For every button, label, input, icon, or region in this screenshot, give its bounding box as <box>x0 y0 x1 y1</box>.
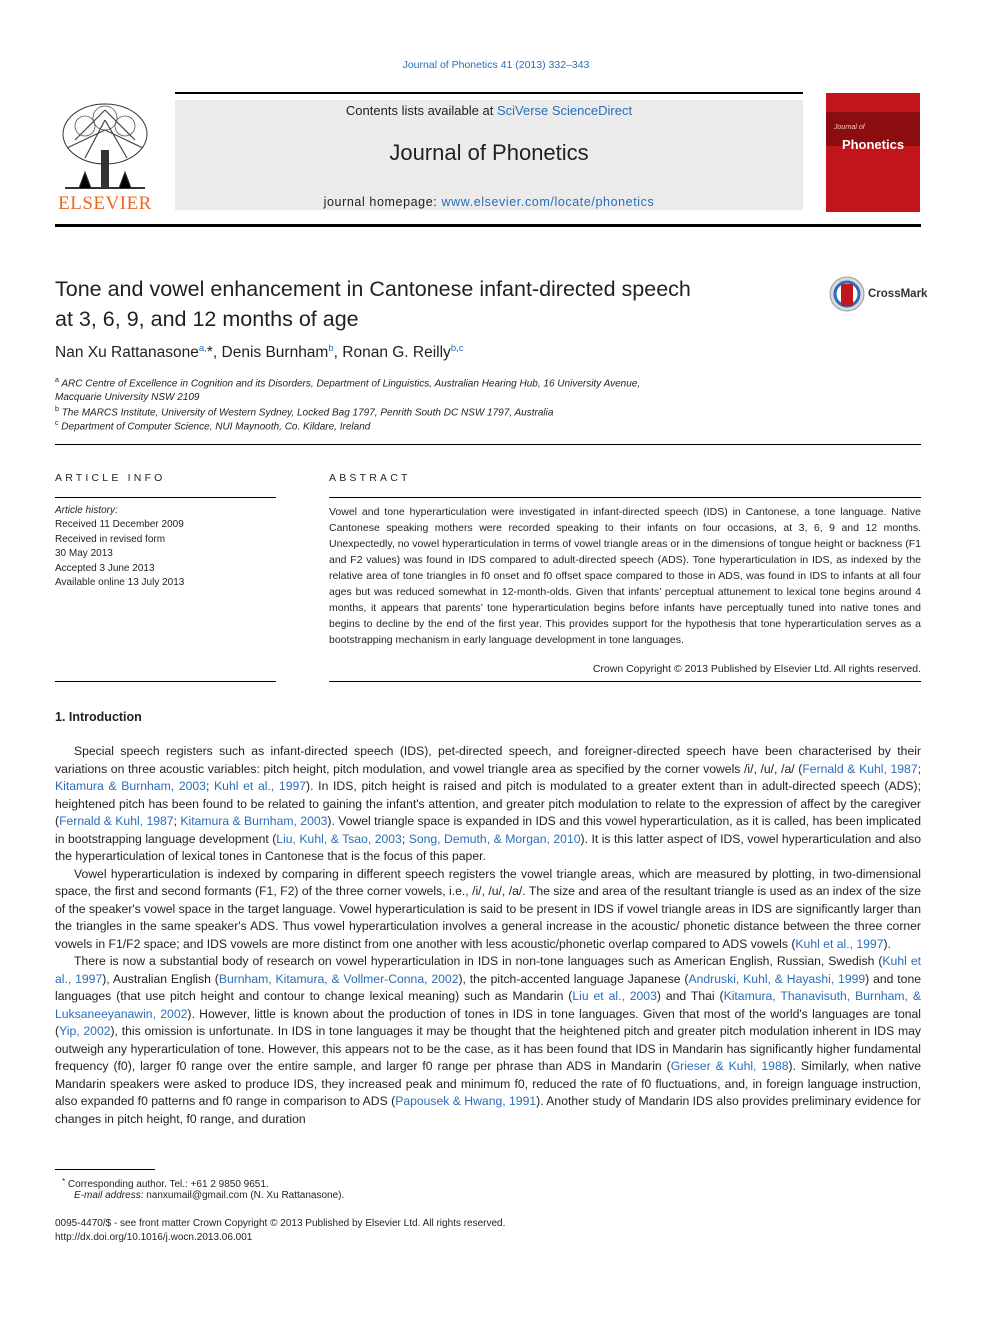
cover-small-text: Journal of <box>834 124 865 131</box>
paragraph-text: ) and tone languages (that use pitch height and contour to change lexical meaning) such as Mandarin ( <box>55 971 921 1003</box>
history-item: Available online 13 July 2013 <box>55 577 185 589</box>
section-heading-introduction: 1. Introduction <box>55 710 142 724</box>
author-affiliation-marker[interactable]: b,c <box>450 343 464 354</box>
contents-prefix: Contents lists available at <box>345 103 497 118</box>
paragraph-text: ) and Thai ( <box>656 989 724 1003</box>
paragraph-text: Vowel hyperarticulation is indexed by comparing in different speech registers the vowel triangle areas, which are measured by plotting, in two-dimensional space, the first and second formants (F1, F2) of the three corner vowels, i.e., /i/, /u/, /a/. The size and area of the resultant triangle is used as an index of the size of the speaker's vowel space in the target language. Vowel hyperarticulation is said to be present in IDS if vowel triangle areas in IDS are significantly larger than the triangles in the same speaker's ADS. Thus vowel hyperarticulation involves a general increase in the acoustic/ phonetic distance between the three corner vowels in F1/F2 space; and IDS vowels are more distinct from one another with less acoustic/phonetic overlap compared to ADS vowels ( <box>55 866 921 951</box>
paragraph-text: Special speech registers such as infant-directed speech (IDS), pet-directed speech, and foreigner-directed speech have been characterised by their variations on three acoustic variables: pitch height, pitch modulation, and vowel triangle area as specified by the corner vowels /i/, /u/, /a/ ( <box>55 744 921 776</box>
paragraph-text: ). In IDS, pitch height is raised and pitch is modulated to a greater extent than in adult-directed speech (ADS); heightened pitch has been found to be related to gaining the infant's attention, and greater pitch modulation to relate to the expression of affect by the caregiver ( <box>55 779 921 828</box>
paragraph-text: There is now a substantial body of research on vowel hyperarticulation in IDS in non-tone languages such as American English, Russian, Swedish ( <box>74 954 883 968</box>
corresponding-author-marker[interactable]: * <box>206 344 213 361</box>
author-affiliation-marker[interactable]: b <box>328 343 334 354</box>
sciencedirect-link[interactable]: SciVerse ScienceDirect <box>496 103 633 118</box>
article-info-heading: ARTICLE INFO <box>55 472 166 484</box>
affiliation-a <box>55 374 640 405</box>
paragraph-3 <box>55 953 921 1128</box>
crossmark-label[interactable]: CrossMark <box>868 288 928 300</box>
citation-link[interactable]: Andruski, Kuhl, & Hayashi, 1999 <box>688 971 866 986</box>
article-title <box>55 274 775 334</box>
cover-title: Phonetics <box>841 137 905 152</box>
elsevier-logo-text: ELSEVIER <box>58 193 152 214</box>
history-label: Article history: <box>55 505 118 516</box>
abstract-bottom-rule <box>329 681 921 682</box>
crossmark-icon[interactable] <box>829 276 865 312</box>
citation-link[interactable]: Kuhl et al., 1997 <box>795 936 884 951</box>
article-title-line-1: Tone and vowel enhancement in Cantonese infant-directed speech <box>55 277 691 301</box>
affiliation-c <box>55 417 370 434</box>
affiliation-text: The MARCS Institute, University of Western Sydney, Locked Bag 1797, Penrith South DC NSW 1797, Australia <box>61 407 554 419</box>
citation-link[interactable]: Kitamura & Burnham, 2003 <box>55 779 206 793</box>
history-item: Received 11 December 2009 <box>55 519 184 531</box>
citation-link[interactable]: Fernald & Kuhl, 1987 <box>802 761 918 776</box>
homepage-line <box>175 195 803 209</box>
citation-link[interactable]: Burnham, Kitamura, & Vollmer-Conna, 2002 <box>218 971 459 986</box>
history-item: 30 May 2013 <box>55 548 113 560</box>
paragraph-text: ; <box>173 814 181 828</box>
author-list: Nan Xu Rattanasone$^{a,}$*, Denis Burnham$^b$, Ronan G. Reilly$^{b,c}$ <box>55 343 464 361</box>
abstract-text: Vowel and tone hyperarticulation were investigated in infant-directed speech (IDS) in Cantonese, a tone language. Native Cantonese speaking mothers were recorded speaking to their infants on four occasions, at 3, 6, 9 and 12 months. Unexpectedly, no vowel hyperarticulation in terms of vowel triangle areas or in the dimensions of tongue height or backness (F1 and F2 values) was found in IDS compared to adult-directed speech (ADS). Tone hyperarticulation in IDS, as indexed by the relative area of tone triangles in f0 onset and f0 offset space compared to those in ADS, was found in IDS to infants at all four ages but was reduced somewhat in 12-month-olds. Given that infants’ perceptual attunement to lexical tone begins around 4 months, it appears that parents’ tone hyperarticulation begins before infants have perceptually tuned into native tones and begins to decline by the end of the first year. This provides support for the hypothesis that tone hyperarticulation serves as a bootstrapping mechanism in early language development in tone languages. <box>329 506 921 646</box>
abstract-rule <box>329 497 921 498</box>
paragraph-text: ; <box>205 779 215 793</box>
history-item: Accepted 3 June 2013 <box>55 562 155 574</box>
paragraph-text: ), the pitch-accented language Japanese ( <box>458 971 689 986</box>
citation-link[interactable]: Song, Demuth, & Morgan, 2010 <box>408 831 581 846</box>
author-name[interactable]: Ronan G. Reilly <box>342 344 451 361</box>
paragraph-text: ). However, little is known about the production of tones in IDS in tone languages. Given that most of the world's languages are tonal ( <box>55 1006 921 1038</box>
paragraph-text: ). <box>883 936 891 951</box>
paragraph-text: ; <box>401 831 409 846</box>
footnote-rule <box>55 1169 155 1170</box>
paragraph-text: ). Vowel triangle space is expanded in IDS and this vowel hyperarticulation, as it is called, has been implicated in bootstrapping language development ( <box>55 814 921 846</box>
homepage-link[interactable]: www.elsevier.com/locate/phonetics <box>441 195 655 209</box>
citation-link[interactable]: Yip, 2002 <box>59 1024 111 1038</box>
author-name[interactable]: Denis Burnham <box>221 344 329 361</box>
header-top-rule <box>175 92 803 94</box>
citation-link[interactable]: Fernald & Kuhl, 1987 <box>59 814 174 828</box>
affiliation-text: Macquarie University NSW 2109 <box>55 392 200 404</box>
header-bottom-rule <box>55 224 921 227</box>
paragraph-1 <box>55 743 921 866</box>
journal-citation[interactable]: Journal of Phonetics 41 (2013) 332–343 <box>402 59 590 71</box>
paragraph-2 <box>55 866 921 954</box>
affiliation-text: Department of Computer Science, NUI Maynooth, Co. Kildare, Ireland <box>61 421 371 433</box>
history-item: Received in revised form <box>55 533 166 545</box>
affiliation-marker: b <box>55 406 59 413</box>
paragraph-text: ). Similarly, when native Mandarin speakers were asked to produce IDS, they increased peak and minimum f0, reduced the rate of f0 fluctuations, and, in foreign language instruction, also expanded f0 patterns and f0 range in comparison to ADS ( <box>55 1059 921 1108</box>
article-info-rule <box>55 497 276 498</box>
doi-link[interactable]: http://dx.doi.org/10.1016/j.wocn.2013.06.001 <box>55 1232 253 1243</box>
article-info-bottom-rule <box>55 681 276 682</box>
author-affiliation-marker[interactable]: a, <box>198 343 207 354</box>
affiliation-marker: c <box>55 420 59 427</box>
journal-cover <box>826 93 920 212</box>
citation-link[interactable]: Kuhl et al., 1997 <box>55 954 921 986</box>
affiliation-marker: a <box>55 377 59 384</box>
affiliation-text: ARC Centre of Excellence in Cognition and its Disorders, Department of Linguistics, Australian Hearing Hub, 16 University Avenue, <box>61 378 641 390</box>
citation-link[interactable]: Liu et al., 2003 <box>572 989 657 1003</box>
issn-line: 0095-4470/$ - see front matter Crown Copyright © 2013 Published by Elsevier Ltd. All rights reserved. <box>55 1218 506 1229</box>
paragraph-text: ; <box>917 761 921 776</box>
paragraph-text: ), this omission is unfortunate. In IDS in tone languages it may be thought that the heightened pitch and greater pitch modulation inherent in IDS may outweigh any hyperarticulation of tone. However, this appears not to be the case, as it has been found that IDS in Mandarin has significantly higher fundamental frequency (f0), larger f0 range over the entire sample, and larger f0 range per phrase than ADS in Mandarin ( <box>55 1024 921 1073</box>
corresponding-text: Corresponding author. Tel.: +61 2 9850 9651. <box>67 1179 269 1190</box>
author-name[interactable]: Nan Xu Rattanasone <box>55 344 199 361</box>
citation-link[interactable]: Grieser & Kuhl, 1988 <box>670 1059 789 1073</box>
abstract-heading: ABSTRACT <box>329 472 411 484</box>
paragraph-text: ). It is this latter aspect of IDS, vowel hyperarticulation and also the hyperarticulation of lexical tones in Cantonese that is the focus of this paper. <box>55 831 921 863</box>
abstract-copyright: Crown Copyright © 2013 Published by Elsevier Ltd. All rights reserved. <box>592 663 921 675</box>
affiliation-divider <box>55 444 921 445</box>
paragraph-text: ), Australian English ( <box>102 971 219 986</box>
citation-link[interactable]: Kuhl et al., 1997 <box>214 779 307 793</box>
contents-line <box>175 103 803 118</box>
citation-link[interactable]: Papousek & Hwang, 1991 <box>395 1094 537 1108</box>
homepage-prefix: journal homepage: <box>323 195 442 209</box>
email-address[interactable]: nanxumail@gmail.com (N. Xu Rattanasone). <box>146 1190 345 1201</box>
article-history <box>55 504 285 590</box>
journal-name: Journal of Phonetics <box>389 140 589 165</box>
email-note <box>74 1189 344 1204</box>
citation-link[interactable]: Kitamura, Thanavisuth, Burnham, & Luksaneeyanawin, 2002 <box>55 989 921 1021</box>
article-title-line-2: at 3, 6, 9, and 12 months of age <box>55 307 359 331</box>
paragraph-text: ). Another study of Mandarin IDS also provides preliminary evidence for changes in pitch height, f0 range, and duration <box>55 1094 921 1126</box>
introduction-body <box>55 743 921 1128</box>
email-label: E-mail address: <box>74 1190 144 1201</box>
citation-link[interactable]: Liu, Kuhl, & Tsao, 2003 <box>276 831 402 846</box>
footnote-star: * <box>62 1177 66 1186</box>
citation-link[interactable]: Kitamura & Burnham, 2003 <box>180 814 328 828</box>
